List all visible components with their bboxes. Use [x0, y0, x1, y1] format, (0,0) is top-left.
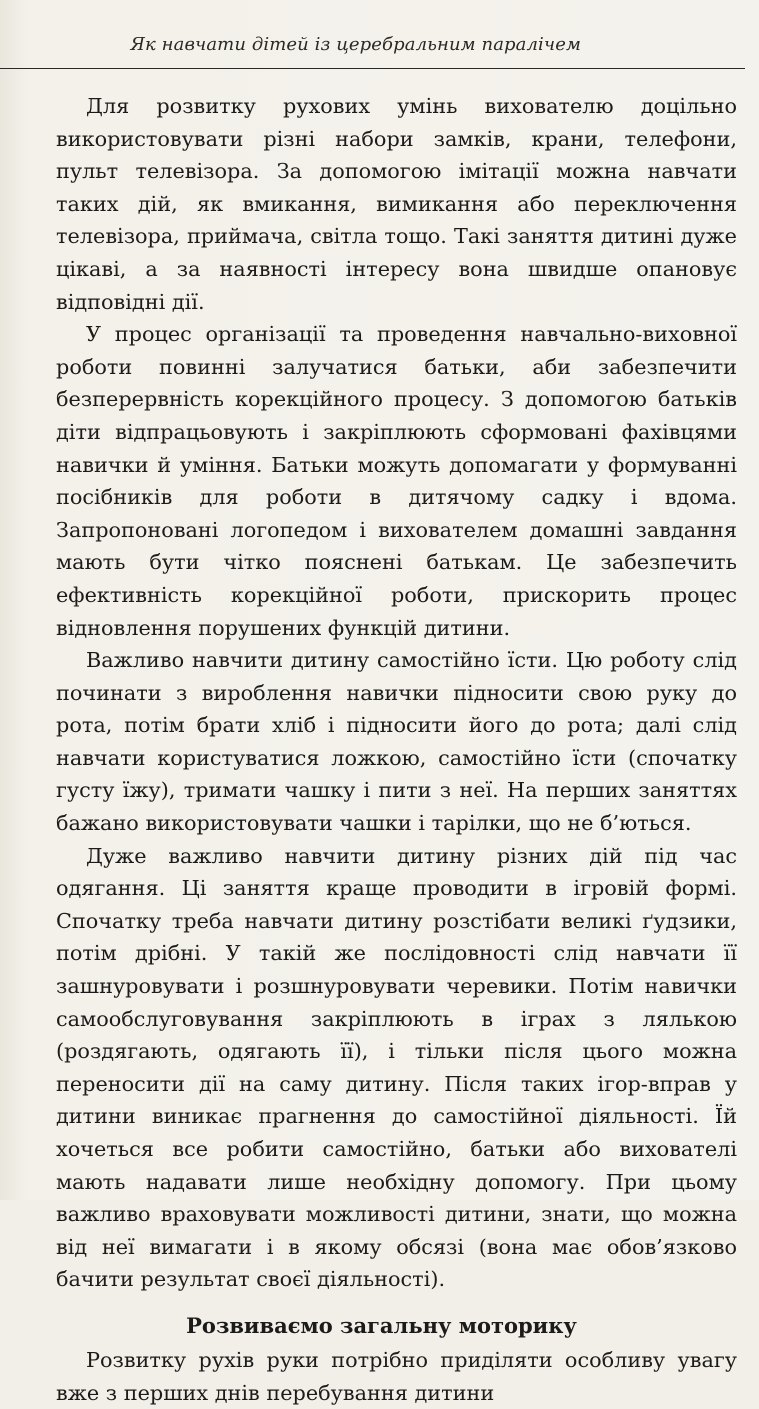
- body-text: [56, 90, 737, 1409]
- paragraph: Розвитку рухів руки потрібно приділяти особливу увагу вже з перших днів перебування дитини: [56, 1347, 737, 1405]
- paragraph: Дуже важливо навчити дитину різних дій під час одягання. Ці заняття краще проводити в ігровій формі. Спочатку треба навчати дитину розстібати великі ґудзики, потім дрібні. У такій же послідовності слід навчати її зашнуровувати і розшнуровувати черевики. Потім навички самообслуговування закріплюють в іграх з лялькою (роздягають, одягають її), і тільки після цього можна переносити дії на саму дитину. Після таких ігор-вправ у дитини виникає прагнення до самостійної діяльності. Їй хочеться все робити самостійно, батьки або вихователі мають надавати лише необхідну допомогу. При цьому важливо враховувати можливості дитини, знати, що можна від неї вимагати і в якому обсязі (вона має обов’язково бачити результат своєї діяльності).: [56, 843, 737, 1292]
- paragraph: У процес організації та проведення навчально-виховної роботи повинні залучатися батьки, аби забезпечити безперервність корекційного процесу. З допомогою батьків діти відпрацьовують і закріплюють сформовані фахівцями навички й уміння. Батьки можуть допомагати у формуванні посібників для роботи в дитячому садку і вдома. Запропоновані логопедом і вихователем домашні завдання мають бути чітко пояснені батькам. Це забезпечить ефективність корекційної роботи, прискорить процес відновлення порушених функцій дитини.: [56, 322, 737, 640]
- paragraph: Важливо навчити дитину самостійно їсти. Цю роботу слід починати з вироблення навички підносити свою руку до рота, потім брати хліб і підносити його до рота; далі слід навчати користуватися ложкою, самостійно їсти (спочатку густу їжу), тримати чашку і пити з неї. На перших заняттях бажано використовувати чашки і тарілки, що не б’ються.: [56, 648, 737, 836]
- section-heading: Розвиваємо загальну моторику: [186, 1312, 577, 1338]
- running-head: Як навчати дітей із церебральним паралічем: [130, 34, 581, 55]
- paragraph: Для розвитку рухових умінь вихователю доцільно використовувати різні набори замків, крани, телефони, пульт телевізора. За допомогою імітації можна навчати таких дій, як вмикання, вимикання або переключення телевізора, приймача, світла тощо. Такі заняття дитині дуже цікаві, а за наявності інтересу вона швидше опановує відповідні дії.: [56, 94, 737, 314]
- header-rule: [0, 68, 745, 69]
